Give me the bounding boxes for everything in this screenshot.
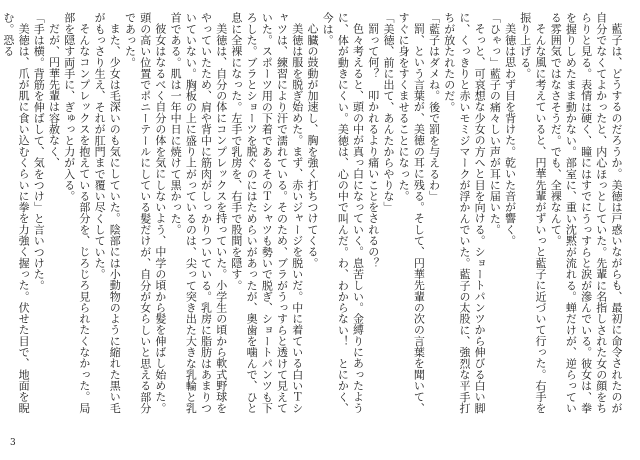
body-paragraph: 「藍子はダメね。後で罰を与えるわ」 [427, 12, 441, 202]
body-paragraph: 罰って何？ 叩かれるより痛いことをされるの？ [366, 23, 380, 269]
body-paragraph: 心臓の鼓動が加速し、胸を強く打ちつけてくる。 [305, 23, 319, 269]
body-paragraph: 「手は横。背筋を伸ばして、気をつけ」と言いつけた。 [32, 12, 46, 291]
body-paragraph: 「ひゃっ」藍子の痛々しい声が耳に届いた。 [488, 12, 502, 235]
body-paragraph: そんなコンプレックスを抱えている部分を、じろじろ見られたくなかった。局部を隠す両手に、ぎゅっと力が入る。 [62, 12, 91, 414]
body-paragraph: そんな風に考えていると、円華先輩がずいっと藍子に近づいて行った。右手を振り上げる。 [518, 12, 547, 414]
body-paragraph: 美徳は思わず目を背けた。乾いた音が響く。 [503, 23, 517, 246]
body-paragraph: 藍子は、どうするのだろうか。美徳は戸惑いながらも、最初に命令されたのが自分でなくてよかったと、内心ほっとしていた。先輩に名指しされた女の顔をちらりと見る。表情は硬く、瞳にはすでにうっすらと涙が滲んでいる。彼女は、拳を握りしめたまま動かない。部室に、重い沈黙が流れる。蝉だけが、逆らっている雰囲気ではなさそうだ。でも、全裸なんて。 [549, 12, 623, 414]
body-paragraph: 罰、という言葉が、美徳の耳に残る。そして、円華先輩の次の言葉を聞いて、すぐに身をすくませることになった。 [397, 12, 426, 414]
body-paragraph: また、少女は毛深いのも気にしていた。陰部には小動物のように縮れた黒い毛がもっさり生え、それが肛門まで覆い尽くしていた。 [93, 12, 122, 414]
body-paragraph: 彼女はなるべく自分の体を気にしないよう、中学の頃から髪を伸ばし始めた。頭の高い位置でポニーテールにしている髪だけが、自分が女らしいと思える部分であった。 [123, 12, 167, 414]
body-paragraph: だが、円華先輩は容赦なく、 [47, 23, 61, 168]
body-paragraph: 美徳は、爪が肌に食い込むくらいに拳を力強く握った。伏せた目で、地面を睨む。恐る [1, 12, 31, 414]
body-paragraph: 美徳は、自分の体にコンプレックスを持っていた。小学生の頃から軟式野球をやっていたため、肩や背中に筋肉がしっかりついている。乳房に脂肪はあまりついていない。胸板の上に盛り上がっているのは、尖って突き出た大きな乳輪と乳首である。肌は一年中日に焼けて黒かった。 [169, 12, 228, 414]
body-paragraph: 美徳は服を脱ぎ始めた。まず、赤いジャージを脱いだ。中に着ている白いＴシャツは、練習により汗で濡れている。そのため、ブラがうっすらと透けて見えていた。スポーツ用の下着であるそのＴシャツも勢いで脱ぎ、ショートパンツも下ろした。ブラとショーツを脱ぐのにはためらいがあったが、奥歯を噛んで、ひと息に全裸になった。左手で乳房を、右手で股間を隠す。 [229, 12, 304, 414]
vertical-text-body [1, 12, 624, 420]
body-paragraph: 「美徳、前に出て、あんたからやりな」 [381, 12, 395, 213]
body-paragraph: そっと、可哀想な少女の方へと目を向ける。ショートパンツから伸びる白い脚に、くっきりと赤いモミジマークが浮かんでいた。藍子の太股に、強烈な平手打ちが放たれたのだ。 [442, 12, 487, 414]
page-number: 3 [10, 438, 16, 448]
body-paragraph: 色々考えると、頭の中が真っ白になっていく。息苦しい。金縛りにあったように、体が動きにくい。美徳は、心の中で叫んだ。わ、わからない！ とにかく、今は。 [321, 12, 365, 414]
